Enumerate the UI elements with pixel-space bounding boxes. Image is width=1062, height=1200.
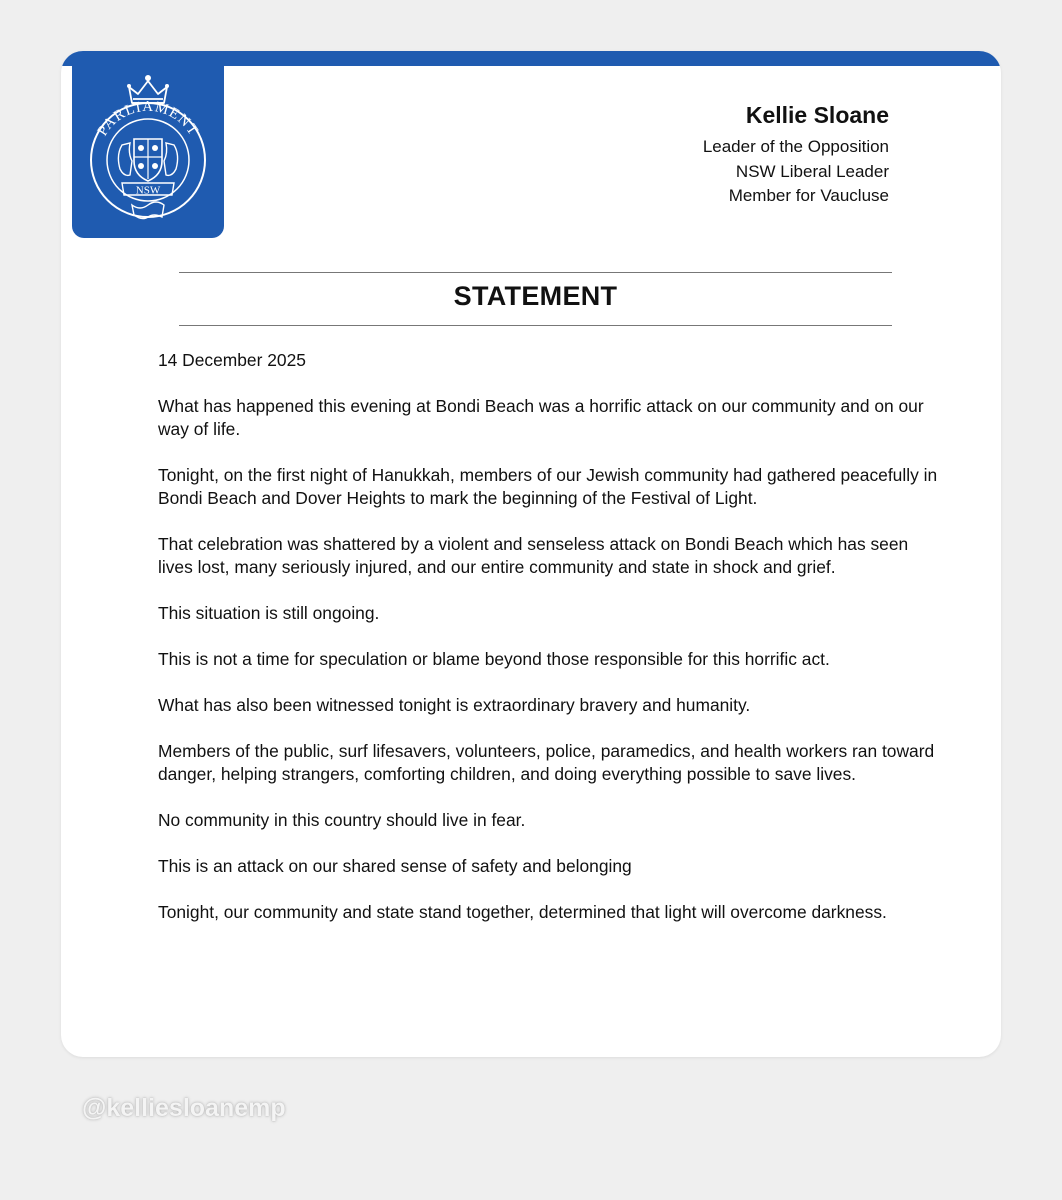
statement-paragraph: This situation is still ongoing. [158, 603, 380, 623]
statement-paragraph: This is not a time for speculation or blame beyond those responsible for this horrific act. [158, 649, 830, 669]
statement-paragraph: Tonight, on the first night of Hanukkah, members of our Jewish community had gathered peacefully in Bondi Beach and Dover Heights to mark the beginning of the Festival of Light. [158, 465, 938, 508]
svg-text:PARLIAMENT: PARLIAMENT [94, 98, 202, 139]
member-role-1: Leader of the Opposition [702, 137, 889, 156]
statement-paragraph: Tonight, our community and state stand together, determined that light will overcome darkness. [158, 902, 887, 922]
account-handle-watermark: @kelliesloanemp [82, 1094, 286, 1122]
document-heading: STATEMENT [453, 281, 618, 311]
member-role-2: NSW Liberal Leader [735, 161, 889, 181]
heading-divider-bottom [179, 325, 892, 326]
statement-paragraph: This is an attack on our shared sense of safety and belonging [158, 856, 632, 876]
statement-paragraph: No community in this country should live in fear. [158, 810, 526, 830]
heading-divider-top [179, 272, 892, 273]
statement-paragraph: That celebration was shattered by a violent and senseless attack on Bondi Beach which has seen lives lost, many seriously injured, and our entire community and state in shock and grief. [158, 534, 909, 577]
member-details [703, 101, 889, 209]
statement-body [158, 349, 938, 947]
statement-date: 14 December 2025 [158, 350, 306, 370]
svg-text:NSW: NSW [135, 184, 161, 197]
statement-paragraph: What has also been witnessed tonight is extraordinary bravery and humanity. [158, 695, 751, 715]
parliament-logo [72, 65, 224, 238]
member-name: Kellie Sloane [745, 102, 889, 128]
statement-card [61, 51, 1001, 1057]
header-accent-bar [61, 51, 1001, 66]
statement-paragraph: Members of the public, surf lifesavers, volunteers, police, paramedics, and health workers ran toward danger, helping strangers, comforting children, and doing everything possible to save lives. [158, 741, 935, 784]
member-role-3: Member for Vaucluse [728, 186, 889, 205]
statement-paragraph: What has happened this evening at Bondi Beach was a horrific attack on our community and on our way of life. [158, 396, 924, 439]
nsw-parliament-crest-icon [72, 65, 224, 238]
